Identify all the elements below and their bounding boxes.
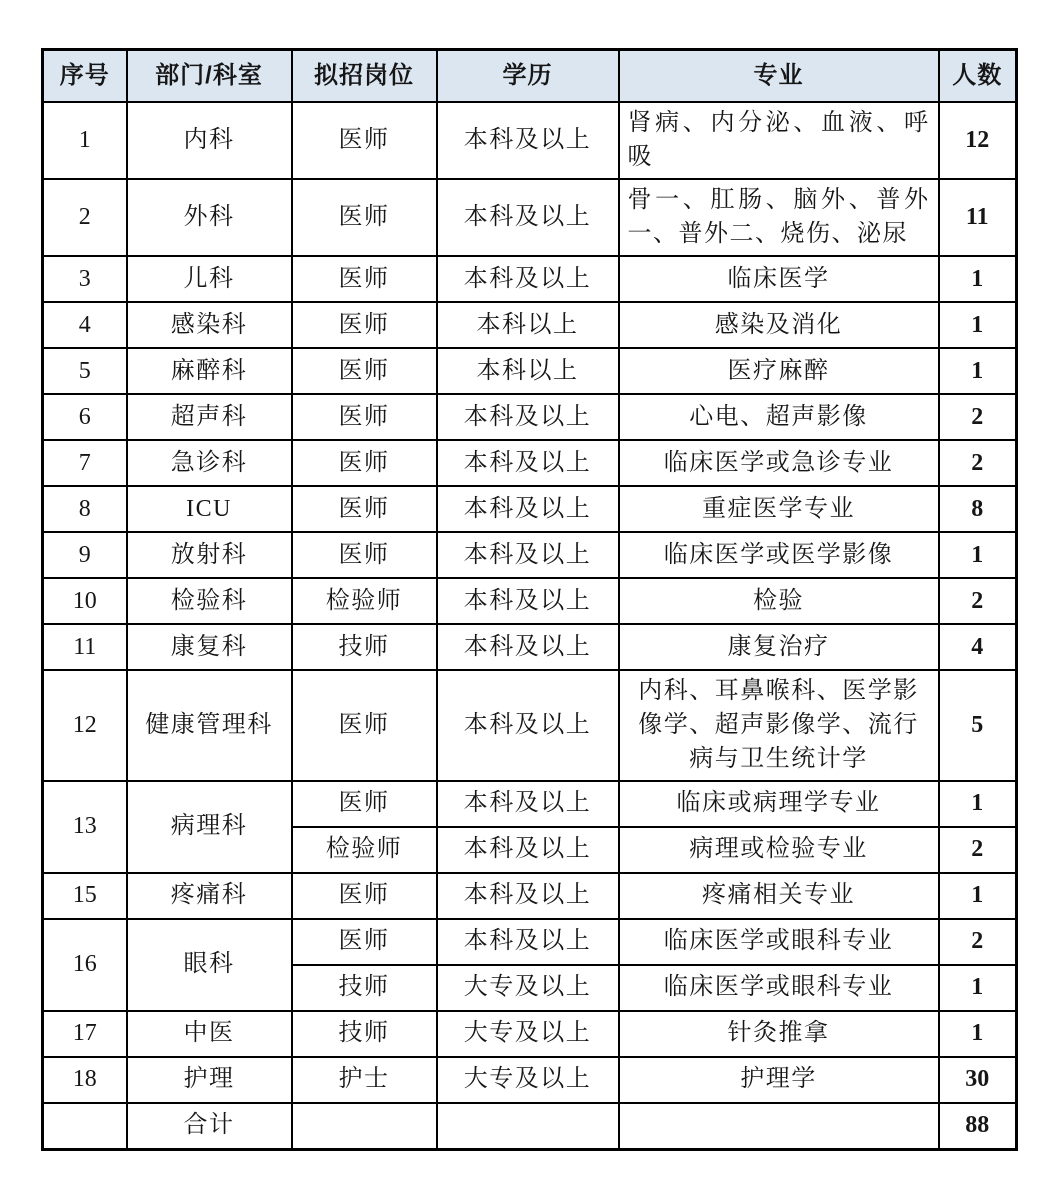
- table-row: [43, 348, 1017, 394]
- cell-count: 5: [939, 670, 1017, 781]
- cell-no: 4: [43, 302, 127, 348]
- cell-education: 大专及以上: [437, 1057, 619, 1103]
- cell-no: 1: [43, 102, 127, 179]
- table-row: [43, 1011, 1017, 1057]
- cell-major: 病理或检验专业: [619, 827, 939, 873]
- header-cell-count: 人数: [939, 50, 1017, 103]
- cell-major: 临床医学或眼科专业: [619, 965, 939, 1011]
- cell-major: 护理学: [619, 1057, 939, 1103]
- recruitment-table: [41, 48, 1018, 1151]
- header-cell-education: 学历: [437, 50, 619, 103]
- cell-position: 护士: [292, 1057, 437, 1103]
- cell-count: 1: [939, 532, 1017, 578]
- cell-major: 内科、耳鼻喉科、医学影像学、超声影像学、流行病与卫生统计学: [619, 670, 939, 781]
- cell-no: 9: [43, 532, 127, 578]
- cell-position: 医师: [292, 394, 437, 440]
- cell-no: 10: [43, 578, 127, 624]
- cell-count: 4: [939, 624, 1017, 670]
- cell-count: 8: [939, 486, 1017, 532]
- cell-education: 本科及以上: [437, 440, 619, 486]
- cell-no: 12: [43, 670, 127, 781]
- cell-no: 18: [43, 1057, 127, 1103]
- cell-dept: 疼痛科: [127, 873, 292, 919]
- cell-count: 12: [939, 102, 1017, 179]
- cell-no: 16: [43, 919, 127, 1011]
- cell-major: 临床医学或医学影像: [619, 532, 939, 578]
- cell-education: 本科及以上: [437, 256, 619, 302]
- cell-dept: 病理科: [127, 781, 292, 873]
- table-row: [43, 781, 1017, 827]
- cell-major: 康复治疗: [619, 624, 939, 670]
- cell-major: 重症医学专业: [619, 486, 939, 532]
- cell-major: 临床医学或眼科专业: [619, 919, 939, 965]
- cell-no: 7: [43, 440, 127, 486]
- cell-dept: 超声科: [127, 394, 292, 440]
- table-row: [43, 919, 1017, 965]
- table-row: [43, 256, 1017, 302]
- table-row: [43, 1103, 1017, 1150]
- cell-major: 临床医学或急诊专业: [619, 440, 939, 486]
- table-row: [43, 179, 1017, 256]
- cell-no: 17: [43, 1011, 127, 1057]
- cell-education: 本科及以上: [437, 102, 619, 179]
- cell-dept: 急诊科: [127, 440, 292, 486]
- table-row: [43, 302, 1017, 348]
- cell-position: 医师: [292, 179, 437, 256]
- cell-education: 本科及以上: [437, 578, 619, 624]
- cell-major: 临床或病理学专业: [619, 781, 939, 827]
- cell-no: 13: [43, 781, 127, 873]
- cell-education: [437, 1103, 619, 1150]
- cell-position: 检验师: [292, 827, 437, 873]
- cell-dept: 外科: [127, 179, 292, 256]
- header-row: [43, 50, 1017, 103]
- cell-education: 本科及以上: [437, 486, 619, 532]
- cell-no: 11: [43, 624, 127, 670]
- cell-count: 1: [939, 1011, 1017, 1057]
- header-cell-major: 专业: [619, 50, 939, 103]
- cell-education: 本科及以上: [437, 624, 619, 670]
- cell-count: 1: [939, 781, 1017, 827]
- cell-count: 2: [939, 827, 1017, 873]
- cell-count: 2: [939, 440, 1017, 486]
- cell-position: [292, 1103, 437, 1150]
- cell-no: 2: [43, 179, 127, 256]
- cell-position: 医师: [292, 302, 437, 348]
- cell-count: 1: [939, 348, 1017, 394]
- cell-no: 5: [43, 348, 127, 394]
- cell-position: 医师: [292, 440, 437, 486]
- cell-dept: 放射科: [127, 532, 292, 578]
- cell-position: 技师: [292, 624, 437, 670]
- cell-dept: 麻醉科: [127, 348, 292, 394]
- cell-dept: 儿科: [127, 256, 292, 302]
- cell-count: 2: [939, 394, 1017, 440]
- cell-dept: 合计: [127, 1103, 292, 1150]
- cell-position: 检验师: [292, 578, 437, 624]
- table-row: [43, 394, 1017, 440]
- cell-position: 医师: [292, 348, 437, 394]
- cell-dept: 中医: [127, 1011, 292, 1057]
- cell-count: 2: [939, 919, 1017, 965]
- table-row: [43, 873, 1017, 919]
- table-row: [43, 440, 1017, 486]
- cell-education: 本科及以上: [437, 781, 619, 827]
- cell-education: 本科及以上: [437, 394, 619, 440]
- cell-position: 医师: [292, 256, 437, 302]
- table-row: [43, 102, 1017, 179]
- cell-major: 检验: [619, 578, 939, 624]
- cell-position: 医师: [292, 873, 437, 919]
- cell-no: 3: [43, 256, 127, 302]
- cell-education: 本科及以上: [437, 873, 619, 919]
- cell-count: 11: [939, 179, 1017, 256]
- cell-dept: ICU: [127, 486, 292, 532]
- cell-count: 30: [939, 1057, 1017, 1103]
- cell-dept: 内科: [127, 102, 292, 179]
- cell-education: 本科以上: [437, 348, 619, 394]
- cell-count: 1: [939, 302, 1017, 348]
- cell-position: 医师: [292, 670, 437, 781]
- cell-no: [43, 1103, 127, 1150]
- cell-education: 本科及以上: [437, 179, 619, 256]
- cell-major: 骨一、肛肠、脑外、普外一、普外二、烧伤、泌尿: [619, 179, 939, 256]
- table-row: [43, 578, 1017, 624]
- header-cell-dept: 部门/科室: [127, 50, 292, 103]
- cell-major: 感染及消化: [619, 302, 939, 348]
- cell-position: 医师: [292, 781, 437, 827]
- cell-dept: 眼科: [127, 919, 292, 1011]
- cell-dept: 检验科: [127, 578, 292, 624]
- cell-major: 医疗麻醉: [619, 348, 939, 394]
- cell-count: 1: [939, 965, 1017, 1011]
- table-row: [43, 532, 1017, 578]
- cell-education: 本科及以上: [437, 919, 619, 965]
- table-row: [43, 1057, 1017, 1103]
- cell-major: 疼痛相关专业: [619, 873, 939, 919]
- cell-position: 医师: [292, 486, 437, 532]
- cell-position: 医师: [292, 919, 437, 965]
- cell-position: 技师: [292, 1011, 437, 1057]
- cell-no: 15: [43, 873, 127, 919]
- cell-education: 大专及以上: [437, 1011, 619, 1057]
- cell-education: 本科以上: [437, 302, 619, 348]
- cell-no: 8: [43, 486, 127, 532]
- cell-major: 肾病、内分泌、血液、呼吸: [619, 102, 939, 179]
- table-body: [43, 102, 1017, 1150]
- header-cell-no: 序号: [43, 50, 127, 103]
- cell-count: 2: [939, 578, 1017, 624]
- cell-education: 大专及以上: [437, 965, 619, 1011]
- header-cell-position: 拟招岗位: [292, 50, 437, 103]
- cell-major: 针灸推拿: [619, 1011, 939, 1057]
- cell-dept: 护理: [127, 1057, 292, 1103]
- table-row: [43, 670, 1017, 781]
- cell-major: [619, 1103, 939, 1150]
- cell-count: 1: [939, 256, 1017, 302]
- cell-dept: 康复科: [127, 624, 292, 670]
- cell-major: 心电、超声影像: [619, 394, 939, 440]
- cell-education: 本科及以上: [437, 827, 619, 873]
- cell-count: 88: [939, 1103, 1017, 1150]
- table-row: [43, 624, 1017, 670]
- cell-no: 6: [43, 394, 127, 440]
- cell-education: 本科及以上: [437, 532, 619, 578]
- cell-position: 医师: [292, 532, 437, 578]
- table-row: [43, 486, 1017, 532]
- cell-dept: 健康管理科: [127, 670, 292, 781]
- cell-position: 技师: [292, 965, 437, 1011]
- cell-education: 本科及以上: [437, 670, 619, 781]
- cell-count: 1: [939, 873, 1017, 919]
- cell-position: 医师: [292, 102, 437, 179]
- cell-major: 临床医学: [619, 256, 939, 302]
- cell-dept: 感染科: [127, 302, 292, 348]
